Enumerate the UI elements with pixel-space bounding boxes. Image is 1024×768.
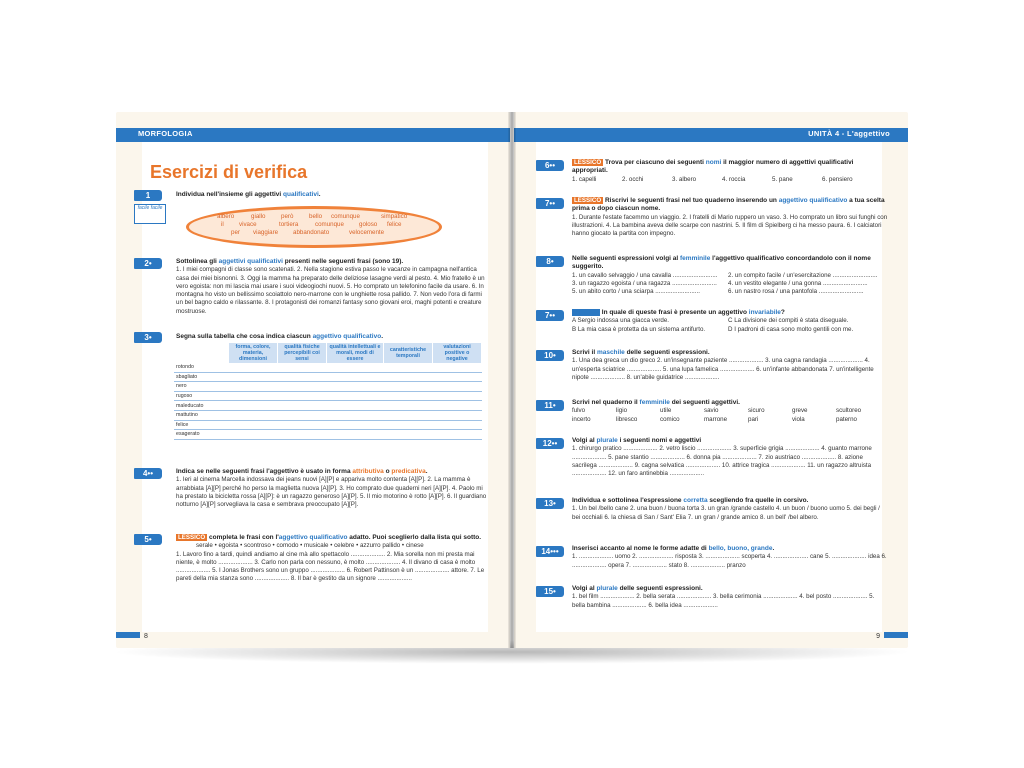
left-header-bar xyxy=(116,128,510,142)
cell[interactable] xyxy=(384,420,433,430)
exercise-body: 1. Lavoro fino a tardi, quindi andiamo al cine mà allo spettacolo .................... 2. Mia sorella non mi presta mai niente, è molto .................... 3. Carlo non parla con nessuno, è molto .................... 4. Il divano di casa è molto .................... 5. I Jonas Brothers sono un gruppo .................... 6. Robert Pattinson è un .................... attore. 7. Le pareti della mia stanza sono .................... 8. Il bar è gestito da un signore .................... xyxy=(176,550,485,583)
word: incerto xyxy=(572,415,591,423)
exercise-heading: Riscrivi le seguenti frasi nel tuo quaderno inserendo un xyxy=(603,197,779,204)
exercise-number: 12•• xyxy=(536,438,564,449)
cell[interactable] xyxy=(433,420,482,430)
page-title: Esercizi di verifica xyxy=(150,162,308,182)
cell[interactable] xyxy=(229,410,278,420)
exercise-heading: completa le frasi con l' xyxy=(207,534,279,541)
row-label: maleducato xyxy=(174,401,229,411)
exercise-1-text-end: . xyxy=(318,191,321,198)
cell[interactable] xyxy=(433,410,482,420)
list-item: 6. pensiero xyxy=(822,175,853,183)
exercise-number: 13• xyxy=(536,498,564,509)
cell[interactable] xyxy=(327,401,384,411)
list-item: 4. roccia xyxy=(722,175,746,183)
cell[interactable] xyxy=(278,430,327,440)
exercise-number: 3• xyxy=(134,332,162,343)
exercise-body: 1. chirurgo pratico .................... 2. vetro liscio .................... 3. superficie grigia .................... 4. guanto marrone .................... 5. pane stantio .................... 6. donna pia .................... 7. zio austriaco .................... 8. azione sacrilega .................... 9. cagna selvatica .................... 10. attrice tragica .................... 11. un ragazzo altruista .................... 12. un faro antinebbia .................... xyxy=(572,445,872,478)
page-number-bar xyxy=(116,632,140,638)
exercise-heading-end: dei seguenti aggettivi. xyxy=(669,399,740,406)
cell[interactable] xyxy=(327,372,384,382)
list-item: 5. un abito corto / una sciarpa .......................... xyxy=(572,288,700,296)
exercise-2 xyxy=(176,258,490,316)
word: giallo xyxy=(251,213,266,220)
exercise-keyword: plurale xyxy=(596,585,618,592)
word: savio xyxy=(704,407,719,415)
cell[interactable] xyxy=(278,410,327,420)
exercise-keyword: femminile xyxy=(680,255,711,262)
cell[interactable] xyxy=(433,363,482,372)
table-header-row xyxy=(174,343,482,363)
exercise-heading-end: presenti nelle seguenti frasi (sono 19). xyxy=(282,258,404,265)
exercise-keyword: femminile xyxy=(639,399,670,406)
exercise-keyword: aggettivo qualificativo xyxy=(278,534,348,541)
exercise-number: 5• xyxy=(134,534,162,545)
invalsi-tag: INVALSI xyxy=(574,309,598,316)
exercise-1 xyxy=(176,191,496,199)
word: felice xyxy=(387,221,402,228)
exercise-heading: Trova per ciascuno dei seguenti xyxy=(603,159,706,166)
word: abbandonato xyxy=(293,229,330,236)
left-page xyxy=(116,112,510,648)
exercise-body: 1. Una dea greca un dio greco 2. un'insegnante paziente .................... 3. una cagna randagia .................... 4. un'esperta sciatrice .................... 5. una lupa famelica .................... 6. un'infante abbandonata 7. un'intelligente nipote .................... 8. un'abile guidatrice .................... xyxy=(572,357,874,381)
column-header: valutazioni positive o negative xyxy=(433,343,482,363)
exercise-number: 7•• xyxy=(536,198,564,209)
cell[interactable] xyxy=(229,420,278,430)
cell[interactable] xyxy=(433,372,482,382)
word: sicuro xyxy=(748,407,765,415)
exercise-heading: Segna sulla tabella che cosa indica ciascun xyxy=(176,333,313,340)
exercise-body: 1. .................... uomo 2. .................... risposta 3. .................... scoperta 4. .................... cane 5. .................... idea 6. .................... opera 7. .................... stato 8. .................... pranzo xyxy=(572,553,887,569)
word: greve xyxy=(792,407,808,415)
book-spine xyxy=(508,112,516,648)
classification-table-wrap xyxy=(174,343,482,440)
cell[interactable] xyxy=(384,430,433,440)
answer-option[interactable]: A Sergio indossa una giacca verde. xyxy=(572,317,669,325)
cell[interactable] xyxy=(433,391,482,401)
table-row xyxy=(174,420,482,430)
cell[interactable] xyxy=(278,363,327,372)
exercise-body: 1. I miei compagni di classe sono scatenati. 2. Nella stagione estiva passo le vacanze in campagna nell'antica casa dei miei bisnonni. 3. Oggi la mamma ha preparato delle deliziose lasagne verdi al pesto. 4. Mio fratello è un vero egoista: non mi lascia mai usare i suoi videogiochi nuovi. 5. Ho comprato un telefonino facile da usare. 6. In montagna ho visto un bellissimo scoiattolo nero-marrone con le unghiette rosa pallido. 7. Non vedo l'ora di farmi un bel bagno caldo e rilassante. 8. I protagonisti dei romanzi fantasy sono giovani eroi, maghi potenti e creature mostruose. xyxy=(176,266,485,315)
cell[interactable] xyxy=(278,420,327,430)
cell[interactable] xyxy=(384,363,433,372)
cell[interactable] xyxy=(327,391,384,401)
cell[interactable] xyxy=(327,410,384,420)
exercise-heading: Indica se nelle seguenti frasi l'aggettivo è usato in forma xyxy=(176,468,353,475)
exercise-heading-end: il maggior numero di aggettivi qualificativi appropriati. xyxy=(572,159,854,175)
word: vivace xyxy=(239,221,257,228)
exercise-keyword: predicativa xyxy=(391,468,426,475)
exercise-13 xyxy=(572,497,888,522)
page-number: 8 xyxy=(144,633,148,640)
cell[interactable] xyxy=(433,401,482,411)
lessico-tag: LESSICO xyxy=(574,159,602,166)
right-page xyxy=(514,112,908,648)
exercise-heading: Nelle seguenti espressioni volgi al xyxy=(572,255,681,262)
word: viaggiare xyxy=(253,229,279,236)
exercise-heading: Scrivi nel quaderno il xyxy=(572,399,640,406)
row-label: sbagliato xyxy=(174,372,229,382)
section-label: MORFOLOGIA xyxy=(138,129,193,138)
word: marrone xyxy=(704,415,728,423)
exercise-heading-end: a tua scelta prima o dopo ciascun nome. xyxy=(572,197,885,213)
exercise-number: 11• xyxy=(536,400,564,411)
exercise-heading: Volgi al xyxy=(572,585,597,592)
word: libresco xyxy=(616,415,638,423)
page-number-bar xyxy=(884,632,908,638)
word: tortiera xyxy=(279,221,299,228)
exercise-heading-end: . xyxy=(772,545,775,552)
exercise-heading: Individua e sottolinea l'espressione xyxy=(572,497,684,504)
exercise-1-text: Individua nell'insieme gli aggettivi xyxy=(176,191,284,198)
cell[interactable] xyxy=(229,372,278,382)
exercise-number: 15• xyxy=(536,586,564,597)
exercise-12 xyxy=(572,437,888,478)
word: bello xyxy=(309,213,323,220)
exercise-heading-mid: o xyxy=(383,468,392,475)
exercise-body: 1. Un bel /bello cane 2. una buon / buona torta 3. un gran /grande castello 4. un buon / buono uomo 5. dei begli / bei occhiali 6. la chiesa di San / Sant' Elia 7. un gran / grande amico 8. un bell' /bel albero. xyxy=(572,505,880,521)
exercise-keyword: corretta xyxy=(683,497,708,504)
cell[interactable] xyxy=(327,430,384,440)
row-label: rotondo xyxy=(174,363,229,372)
list-item: 6. un nastro rosa / una pantofola .......................... xyxy=(728,288,864,296)
list-item: 4. un vestito elegante / una gonna .......................... xyxy=(728,279,868,287)
cell[interactable] xyxy=(229,382,278,392)
exercise-6 xyxy=(572,159,888,184)
exercise-heading-end: l'aggettivo qualificativo concordandolo con il nome suggerito. xyxy=(572,255,871,271)
open-book xyxy=(116,112,908,652)
exercise-heading: Volgi al xyxy=(572,437,597,444)
list-item: 2. un compito facile / un'esercitazione .......................... xyxy=(728,271,878,279)
cell[interactable] xyxy=(229,363,278,372)
exercise-body: 1. Ieri al cinema Marcella indossava dei jeans nuovi [A][P] e appariva molto contenta [A][P]. 2. La mamma è arrabbiata [A][P] perché ho perso la maglietta nuova [A][P]. 3. Ho comprato due quaderni neri [A][P]. 4. Paolo mi ha prestato la bicicletta rossa [A][P]: è un ragazzo generoso [A][P]. 5. Il mio motorino è rotto [A][P]. 6. Il guardiano notturno [A][P] sorvegliava la casa e sembrava preoccupato [A][P]. xyxy=(176,476,487,509)
page-number: 9 xyxy=(876,633,880,640)
word: scultoreo xyxy=(836,407,862,415)
classification-table xyxy=(174,343,482,440)
difficulty-badge: facile facile xyxy=(134,204,166,224)
column-header: qualità intellettuali e morali, modi di essere xyxy=(327,343,384,363)
column-header: qualità fisiche percepibili coi sensi xyxy=(278,343,327,363)
cell[interactable] xyxy=(278,391,327,401)
exercise-number: 14••• xyxy=(536,546,564,557)
word-cloud-oval xyxy=(186,206,442,248)
word: per xyxy=(231,229,240,236)
table-row xyxy=(174,430,482,440)
exercise-5 xyxy=(176,534,490,584)
exercise-heading-end: . xyxy=(381,333,383,340)
exercise-keyword: aggettivi qualificativi xyxy=(218,258,283,265)
exercise-body: 1. Durante l'estate facemmo un viaggio. 2. I fratelli di Mario ruppero un vaso. 3. Ho comprato un libro sui funghi con illustrazioni. 4. La bambina aveva delle scarpe con nastrini. 5. Il film di Spielberg ci ha messo paura. 6. I calciatori hanno giocato la partita con impegno. xyxy=(572,213,888,238)
exercise-heading-end: scegliendo fra quelle in corsivo. xyxy=(707,497,809,504)
cell[interactable] xyxy=(278,372,327,382)
word: il xyxy=(221,221,224,228)
exercise-heading-end: delle seguenti espressioni. xyxy=(624,349,710,356)
row-label: mattutino xyxy=(174,410,229,420)
exercise-14 xyxy=(572,545,888,570)
cell[interactable] xyxy=(327,363,384,372)
exercise-keyword: nomi xyxy=(705,159,722,166)
list-item: 1. un cavallo selvaggio / una cavalla .......................... xyxy=(572,271,718,279)
cell[interactable] xyxy=(384,410,433,420)
list-item: 5. pane xyxy=(772,175,793,183)
exercise-4 xyxy=(176,468,490,509)
row-label: felice xyxy=(174,420,229,430)
cell[interactable] xyxy=(384,372,433,382)
cell[interactable] xyxy=(384,391,433,401)
answer-option[interactable]: C La divisione dei compiti è stata diseguale. xyxy=(728,317,849,325)
exercise-heading-end: delle seguenti espressioni. xyxy=(617,585,703,592)
cell[interactable] xyxy=(433,382,482,392)
table-row xyxy=(174,382,482,392)
exercise-3 xyxy=(176,333,490,341)
table-row xyxy=(174,372,482,382)
exercise-keyword: invariabile xyxy=(748,309,781,316)
exercise-number: 8• xyxy=(536,256,564,267)
exercise-keyword: plurale xyxy=(596,437,618,444)
exercise-7 xyxy=(572,197,888,238)
exercise-keyword: aggettivo qualificativo xyxy=(778,197,848,204)
cell[interactable] xyxy=(384,382,433,392)
lessico-tag: LESSICO xyxy=(574,197,602,204)
cell[interactable] xyxy=(433,430,482,440)
exercise-10 xyxy=(572,349,888,382)
exercise-keyword: aggettivo qualificativo xyxy=(312,333,382,340)
exercise-heading: Sottolinea gli xyxy=(176,258,219,265)
exercise-number: 4•• xyxy=(134,468,162,479)
exercise-heading-end: i seguenti nomi e aggettivi xyxy=(617,437,702,444)
exercise-keyword: bello, buono, grande xyxy=(708,545,773,552)
table-row xyxy=(174,401,482,411)
cell[interactable] xyxy=(278,382,327,392)
cell[interactable] xyxy=(229,391,278,401)
exercise-heading: Inserisci accanto al nome le forme adatte di xyxy=(572,545,709,552)
exercise-heading: In quale di queste frasi è presente un aggettivo xyxy=(599,309,749,316)
word: comico xyxy=(660,415,680,423)
exercise-number: 1 xyxy=(134,190,162,201)
word: comunque xyxy=(331,213,360,220)
word: ligio xyxy=(616,407,628,415)
word: comunque xyxy=(315,221,344,228)
exercise-number: 10• xyxy=(536,350,564,361)
right-header-bar xyxy=(514,128,908,142)
exercise-number: 6•• xyxy=(536,160,564,171)
table-corner xyxy=(174,343,229,363)
row-label: nero xyxy=(174,382,229,392)
answer-option[interactable]: D I padroni di casa sono molto gentili con me. xyxy=(728,325,854,333)
row-label: esagerato xyxy=(174,430,229,440)
word: utile xyxy=(660,407,672,415)
list-item: 3. albero xyxy=(672,175,697,183)
cell[interactable] xyxy=(384,401,433,411)
word: fulvo xyxy=(572,407,586,415)
word: simpatico xyxy=(381,213,408,220)
word: goloso xyxy=(359,221,378,228)
table-row xyxy=(174,363,482,372)
word: viola xyxy=(792,415,805,423)
exercise-heading: Scrivi il xyxy=(572,349,597,356)
exercise-keyword: attributiva xyxy=(352,468,384,475)
cell[interactable] xyxy=(229,430,278,440)
row-label: rugoso xyxy=(174,391,229,401)
cell[interactable] xyxy=(327,420,384,430)
word: però xyxy=(281,213,294,220)
exercise-15 xyxy=(572,585,888,610)
exercise-invalsi xyxy=(572,309,888,334)
list-item: 1. capelli xyxy=(572,175,597,183)
answer-option[interactable]: B La mia casa è protetta da un sistema antifurto. xyxy=(572,325,706,333)
cell[interactable] xyxy=(229,401,278,411)
exercise-1-keyword: qualificativi xyxy=(283,191,319,198)
exercise-heading-end: adatto. Puoi sceglierlo dalla lista qui sotto. xyxy=(347,534,482,541)
word: albero xyxy=(217,213,235,220)
cell[interactable] xyxy=(278,401,327,411)
column-header: forma, colore, materia, dimensioni xyxy=(229,343,278,363)
exercise-body: 1. bel film .................... 2. bella serata .................... 3. bella cerimonia .................... 4. bel posto .................... 5. bella bambina .................... 6. bella idea .................... xyxy=(572,593,875,609)
column-header: caratteristiche temporali xyxy=(384,343,433,363)
word: velocemente xyxy=(349,229,385,236)
word: pari xyxy=(748,415,759,423)
word: paterno xyxy=(836,415,857,423)
exercise-keyword: maschile xyxy=(596,349,625,356)
list-item: 2. occhi xyxy=(622,175,644,183)
exercise-8 xyxy=(572,255,888,296)
exercise-number: 2• xyxy=(134,258,162,269)
word-list: serale • egoista • scontroso • comodo • musicale • celebre • azzurro pallido • cinese xyxy=(196,542,424,550)
exercise-11 xyxy=(572,399,888,424)
table-row xyxy=(174,410,482,420)
exercise-heading-end: ? xyxy=(780,309,785,316)
lessico-tag: LESSICO xyxy=(178,534,206,541)
list-item: 3. un ragazzo egoista / una ragazza .......................... xyxy=(572,279,717,287)
unit-label: UNITÀ 4 - L'aggettivo xyxy=(808,129,890,138)
table-row xyxy=(174,391,482,401)
cell[interactable] xyxy=(327,382,384,392)
exercise-heading-end: . xyxy=(425,468,428,475)
exercise-number: 7•• xyxy=(536,310,564,321)
